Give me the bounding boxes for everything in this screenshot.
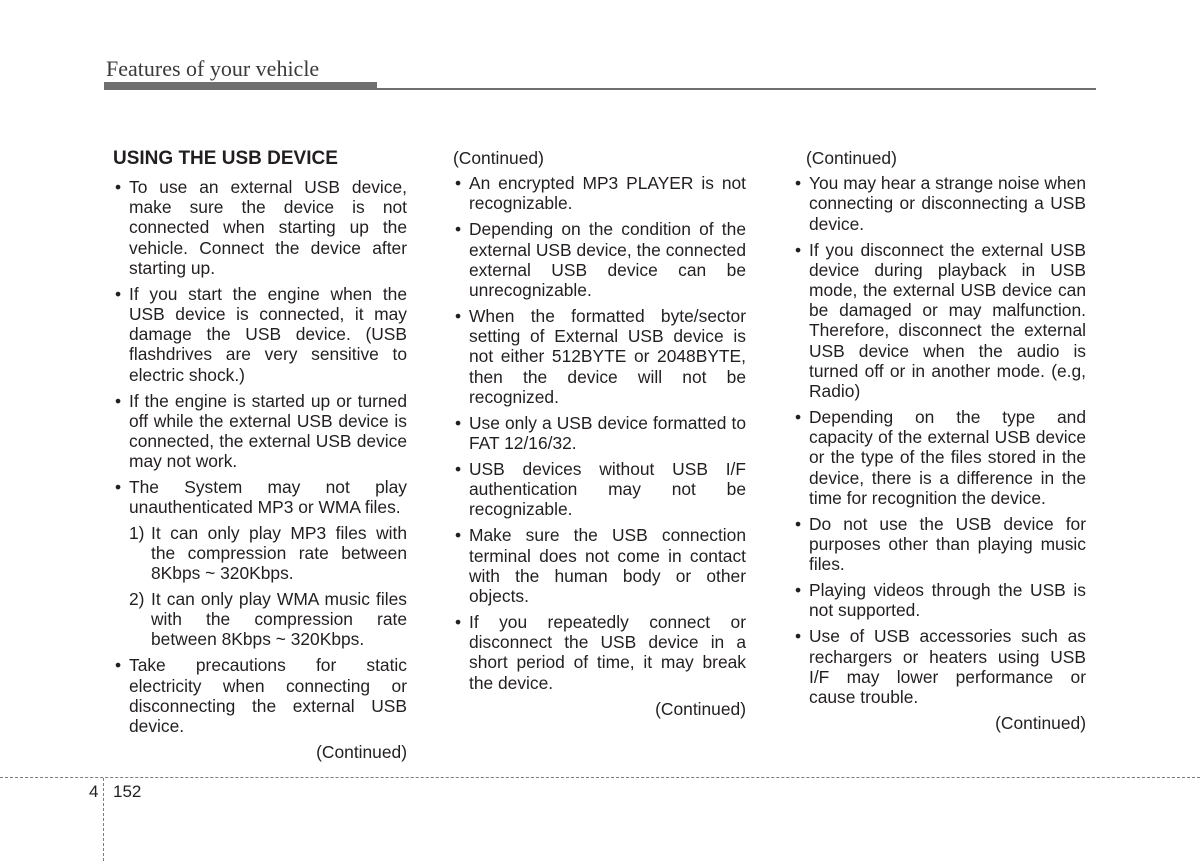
bullet-item: • Depending on the condition of the external USB device, the connected external USB device can be unrecognizable. (453, 219, 746, 300)
header-rule-thin (104, 88, 1096, 90)
column-2 (453, 146, 746, 719)
column-1 (113, 146, 407, 762)
continued-label: (Continued) (655, 698, 746, 719)
bullet-item: • Use only a USB device formatted to FAT 12/16/32. (453, 413, 746, 453)
bullet-item: • Use of USB accessories such as rechargers or heaters using USB I/F may lower performance or cause trouble. (793, 626, 1086, 707)
column-3 (793, 146, 1086, 733)
bullet-list (793, 173, 1086, 707)
bullet-list (113, 177, 407, 736)
bullet-item: • To use an external USB device, make sure the device is not connected when starting up the vehicle. Connect the device after starting up. (113, 177, 407, 278)
sub-item (129, 523, 407, 584)
bullet-item: • Make sure the USB connection terminal does not come in contact with the human body or other objects. (453, 525, 746, 606)
sub-list (129, 523, 407, 650)
bullet-item: • If you start the engine when the USB device is connected, it may damage the USB device. (USB flashdrives are very sensitive to electric shock.) (113, 284, 407, 385)
bullet-item: • Depending on the type and capacity of the external USB device or the type of the files stored in the device, there is a difference in the time for recognition the device. (793, 407, 1086, 508)
bullet-item: • Take precautions for static electricity when connecting or disconnecting the external USB device. (113, 655, 407, 736)
bullet-list (453, 173, 746, 693)
bullet-item: • If you disconnect the external USB device during playback in USB mode, the external USB device can be damaged or may malfunction. Therefore, disconnect the external USB device when the audio is turned off or in another mode. (e.g, Radio) (793, 240, 1086, 402)
bullet-item: • You may hear a strange noise when connecting or disconnecting a USB device. (793, 173, 1086, 234)
bullet-item: • When the formatted byte/sector setting of External USB device is not either 512BYTE or 2048BYTE, then the device will not be recognized. (453, 306, 746, 407)
continued-top-label: (Continued) (806, 148, 897, 168)
bullet-item: • If the engine is started up or turned off while the external USB device is connected, the external USB device may not work. (113, 391, 407, 472)
footer-divider (0, 777, 1200, 778)
continued-top-label: (Continued) (453, 148, 544, 168)
sub-item (129, 589, 407, 650)
bullet-item: • Do not use the USB device for purposes other than playing music files. (793, 514, 1086, 575)
bullet-item: • If you repeatedly connect or disconnect the USB device in a short period of time, it may break the device. (453, 612, 746, 693)
bullet-item (113, 477, 407, 649)
bullet-text: The System may not play unauthenticated MP3 or WMA files. (129, 477, 407, 518)
section-heading: USING THE USB DEVICE (113, 148, 338, 169)
bullet-item: • An encrypted MP3 PLAYER is not recognizable. (453, 173, 746, 213)
bullet-item: • Playing videos through the USB is not supported. (793, 580, 1086, 620)
chapter-number: 4 (89, 782, 99, 801)
page-header-title: Features of your vehicle (106, 56, 320, 81)
footer-vertical-divider (103, 778, 104, 861)
sub-item-text: It can only play WMA music files with the compression rate between 8Kbps ~ 320Kbps. (151, 589, 407, 650)
sub-item-number: 2) (129, 589, 145, 610)
continued-label: (Continued) (995, 713, 1086, 734)
continued-label: (Continued) (316, 742, 407, 763)
page-number: 152 (113, 782, 142, 801)
sub-item-number: 1) (129, 522, 145, 543)
sub-item-text: It can only play MP3 files with the compression rate between 8Kbps ~ 320Kbps. (151, 522, 407, 584)
bullet-item: • USB devices without USB I/F authentication may not be recognizable. (453, 459, 746, 520)
